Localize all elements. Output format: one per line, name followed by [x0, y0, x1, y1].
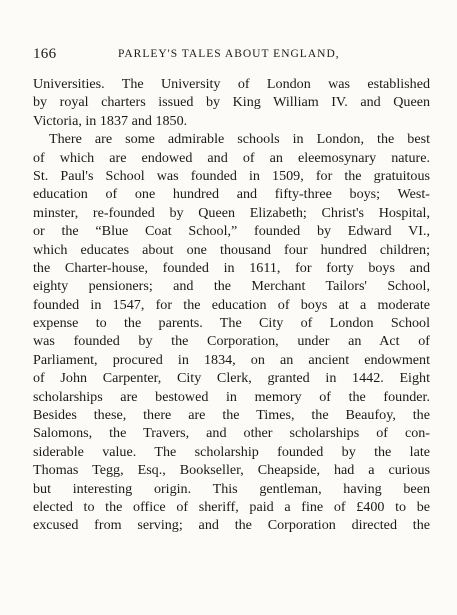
text-line: minster, re-founded by Queen Elizabeth; Christ's Hospital,: [33, 204, 430, 221]
text-line: Victoria, in 1837 and 1850.: [33, 112, 188, 129]
page-header: [33, 46, 433, 64]
text-line: by royal charters issued by King William IV. and Queen: [33, 94, 430, 111]
text-line: scholarships are bestowed in memory of the founder.: [33, 388, 430, 405]
text-line: of which are endowed and of an eleemosynary nature.: [33, 149, 430, 166]
text-line: siderable value. The scholarship founded by the late: [33, 443, 430, 460]
text-line: expense to the parents. The City of London School: [33, 315, 430, 332]
text-line: Salomons, the Travers, and other scholarships of con-: [33, 425, 430, 442]
text-line: the Charter-house, founded in 1611, for forty boys and: [33, 259, 430, 276]
text-line: education of one hundred and fifty-three boys; West-: [33, 186, 430, 203]
text-line: was founded by the Corporation, under an Act of: [33, 333, 430, 350]
text-line: Parliament, procured in 1834, on an ancient endowment: [33, 351, 430, 368]
text-line: St. Paul's School was founded in 1509, for the gratuitous: [33, 167, 430, 184]
text-line: There are some admirable schools in London, the best: [49, 131, 430, 148]
page-number: 166: [33, 46, 57, 62]
text-line: eighty pensioners; and the Merchant Tailors' School,: [33, 278, 430, 295]
text-line: excused from serving; and the Corporation directed the: [33, 517, 430, 534]
body-text: [33, 75, 430, 535]
text-line: elected to the office of sheriff, paid a fine of £400 to be: [33, 498, 430, 515]
running-head: PARLEY'S TALES ABOUT ENGLAND,: [118, 48, 340, 60]
text-line: Thomas Tegg, Esq., Bookseller, Cheapside, had a curious: [33, 462, 430, 479]
text-line: but interesting origin. This gentleman, having been: [33, 480, 430, 497]
text-line: of John Carpenter, City Clerk, granted in 1442. Eight: [33, 370, 430, 387]
text-line: Besides these, there are the Times, the Beaufoy, the: [33, 407, 430, 424]
text-line: founded in 1547, for the education of boys at a moderate: [33, 296, 430, 313]
text-line: or the “Blue Coat School,” founded by Edward VI.,: [33, 223, 430, 240]
text-line: which educates about one thousand four hundred children;: [33, 241, 430, 258]
text-line: Universities. The University of London was established: [33, 76, 430, 92]
